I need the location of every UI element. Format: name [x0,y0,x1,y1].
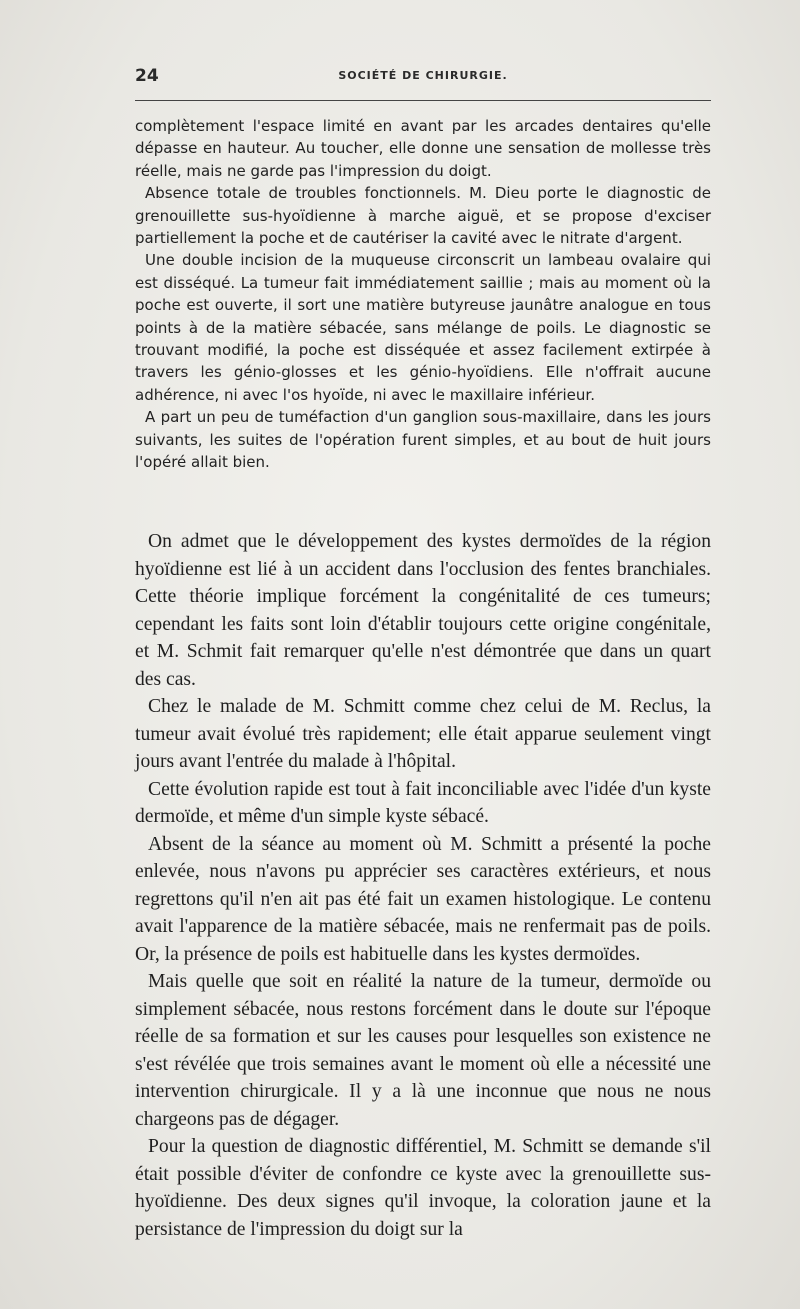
report-paragraph: complètement l'espace limité en avant par les arcades dentaires qu'elle dépasse en hauteur. Au toucher, elle donne une sensation de mollesse très réelle, mais ne garde pas l'impression du doigt. [135,117,711,180]
main-text [135,528,711,1243]
report-paragraph: Une double incision de la muqueuse circonscrit un lambeau ovalaire qui est disséqué. La tumeur fait immédiatement saillie ; mais au moment où la poche est ouverte, il sort une matière butyreuse jaunâtre analogue en tous points à de la matière sébacée, sans mélange de poils. Le diagnostic se trouvant modifié, la poche est disséquée et assez facilement extirpée à travers les génio-glosses et les génio-hyoïdiens. Elle n'offrait aucune adhérence, ni avec l'os hyoïde, ni avec le maxillaire inférieur. [135,251,711,404]
page-header [135,66,711,88]
body-paragraph: Absent de la séance au moment où M. Schmitt a présenté la poche enlevée, nous n'avons pu apprécier ses caractères extérieurs, et nous regrettons qu'il n'en ait pas été fait un examen histologique. Le contenu avait l'apparence de la matière sébacée, mais ne renfermait pas de poils. Or, la présence de poils est habituelle dans les kystes dermoïdes. [135,833,711,965]
page-number: 24 [135,66,159,86]
body-paragraph: Pour la question de diagnostic différentiel, M. Schmitt se demande s'il était possible d'éviter de confondre ce kyste avec la grenouillette sus-hyoïdienne. Des deux signes qu'il invoque, la coloration jaune et la persistance de l'impression du doigt sur la [135,1136,711,1240]
body-paragraph: Mais quelle que soit en réalité la nature de la tumeur, dermoïde ou simplement sébacée, nous restons forcément dans le doute sur l'époque réelle de sa formation et sur les causes pour lesquelles son existence ne s'est révélée que trois semaines avant le moment où elle a nécessité une intervention chirurgicale. Il y a là une inconnue que nous ne nous chargeons pas de dégager. [135,971,711,1130]
running-head: SOCIÉTÉ DE CHIRURGIE. [338,69,508,82]
report-paragraph: Absence totale de troubles fonctionnels. M. Dieu porte le diagnostic de grenouillette sus-hyoïdienne à marche aiguë, et se propose d'exciser partiellement la poche et de cautériser la cavité avec le nitrate d'argent. [135,184,711,248]
body-paragraph: On admet que le développement des kystes dermoïdes de la région hyoïdienne est lié à un accident dans l'occlusion des fentes branchiales. Cette théorie implique forcément la congénitalité de ces tumeurs; cependant les faits sont loin d'établir toujours cette origine congénitale, et M. Schmit fait remarquer qu'elle n'est démontrée que dans un quart des cas. [135,531,711,690]
body-paragraph: Cette évolution rapide est tout à fait inconciliable avec l'idée d'un kyste dermoïde, et même d'un simple kyste sébacé. [135,778,711,827]
body-paragraph: Chez le malade de M. Schmitt comme chez celui de M. Reclus, la tumeur avait évolué très rapidement; elle était apparue seulement vingt jours avant l'entrée du malade à l'hôpital. [135,696,711,772]
report-paragraph: A part un peu de tuméfaction d'un ganglion sous-maxillaire, dans les jours suivants, les suites de l'opération furent simples, et au bout de huit jours l'opéré allait bien. [135,408,711,472]
header-rule [135,100,711,101]
case-report-text [135,115,711,474]
